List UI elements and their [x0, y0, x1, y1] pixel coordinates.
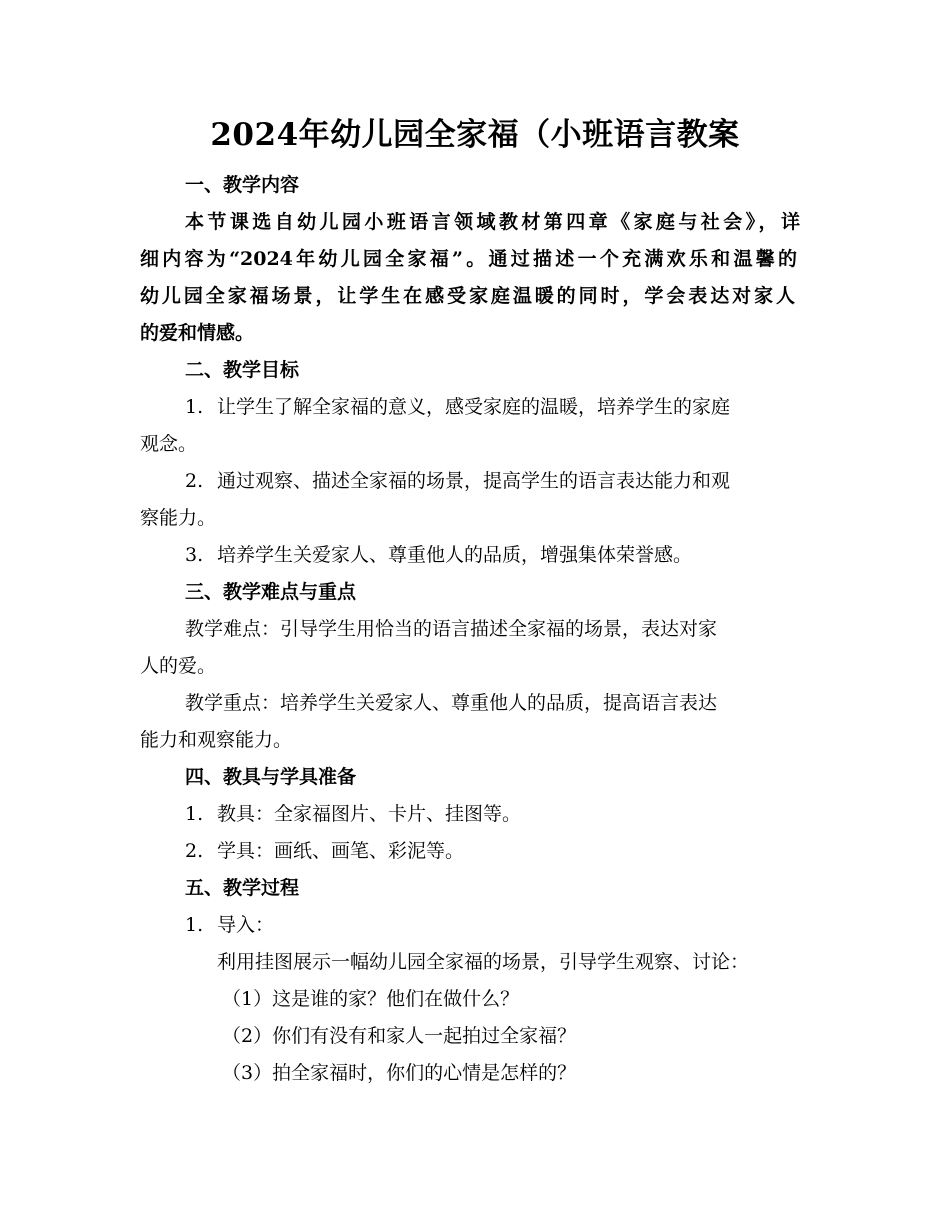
content-para-line-2: 细内容为“2024年幼儿园全家福”。通过描述一个充满欢乐和温馨的	[140, 248, 797, 270]
step-label: 导入：	[217, 914, 275, 936]
question-2: （2）你们有没有和家人一起拍过全家福？	[222, 1025, 577, 1047]
material-item-2	[185, 837, 464, 865]
section-heading-process: 五、教学过程	[185, 877, 300, 899]
list-number: 1.	[185, 396, 204, 418]
list-number: 1.	[185, 914, 204, 936]
difficulty-line-1: 教学难点：引导学生用恰当的语言描述全家福的场景，表达对家	[185, 618, 718, 640]
objective-item-1	[185, 393, 730, 421]
list-number: 3.	[185, 544, 204, 566]
list-number: 2.	[185, 470, 204, 492]
difficulty-line-2: 人的爱。	[140, 655, 217, 677]
key-line-2: 能力和观察能力。	[140, 729, 293, 751]
document-title: 2024年幼儿园全家福（小班语言教案	[210, 117, 740, 153]
section-heading-content: 一、教学内容	[185, 174, 300, 196]
objective-item-2-cont: 察能力。	[140, 507, 217, 529]
objective-item-3	[185, 541, 692, 569]
section-heading-objectives: 二、教学目标	[185, 359, 300, 381]
objective-item-2	[185, 467, 730, 495]
objective-text: 通过观察、描述全家福的场景，提高学生的语言表达能力和观	[217, 470, 731, 492]
objective-item-1-cont: 观念。	[140, 433, 198, 455]
material-text: 学具：画纸、画笔、彩泥等。	[217, 840, 465, 862]
list-number: 1.	[185, 803, 204, 825]
section-heading-materials: 四、教具与学具准备	[185, 766, 357, 788]
key-line-1: 教学重点：培养学生关爱家人、尊重他人的品质，提高语言表达	[185, 692, 718, 714]
question-3: （3）拍全家福时，你们的心情是怎样的？	[222, 1062, 577, 1084]
content-para-line-3: 幼儿园全家福场景，让学生在感受家庭温暖的同时，学会表达对家人	[140, 285, 795, 307]
list-number: 2.	[185, 840, 204, 862]
material-text: 教具：全家福图片、卡片、挂图等。	[217, 803, 522, 825]
process-step-1	[185, 911, 274, 939]
content-para-line-1: 本节课选自幼儿园小班语言领域教材第四章《家庭与社会》，详	[185, 211, 800, 233]
material-item-1	[185, 800, 521, 828]
objective-text: 让学生了解全家福的意义，感受家庭的温暖，培养学生的家庭	[217, 396, 731, 418]
process-intro: 利用挂图展示一幅幼儿园全家福的场景，引导学生观察、讨论：	[217, 951, 750, 973]
objective-text: 培养学生关爱家人、尊重他人的品质，增强集体荣誉感。	[217, 544, 693, 566]
question-1: （1）这是谁的家？他们在做什么？	[222, 988, 520, 1010]
content-para-line-4: 的爱和情感。	[140, 322, 255, 344]
section-heading-difficulty: 三、教学难点与重点	[185, 581, 357, 603]
